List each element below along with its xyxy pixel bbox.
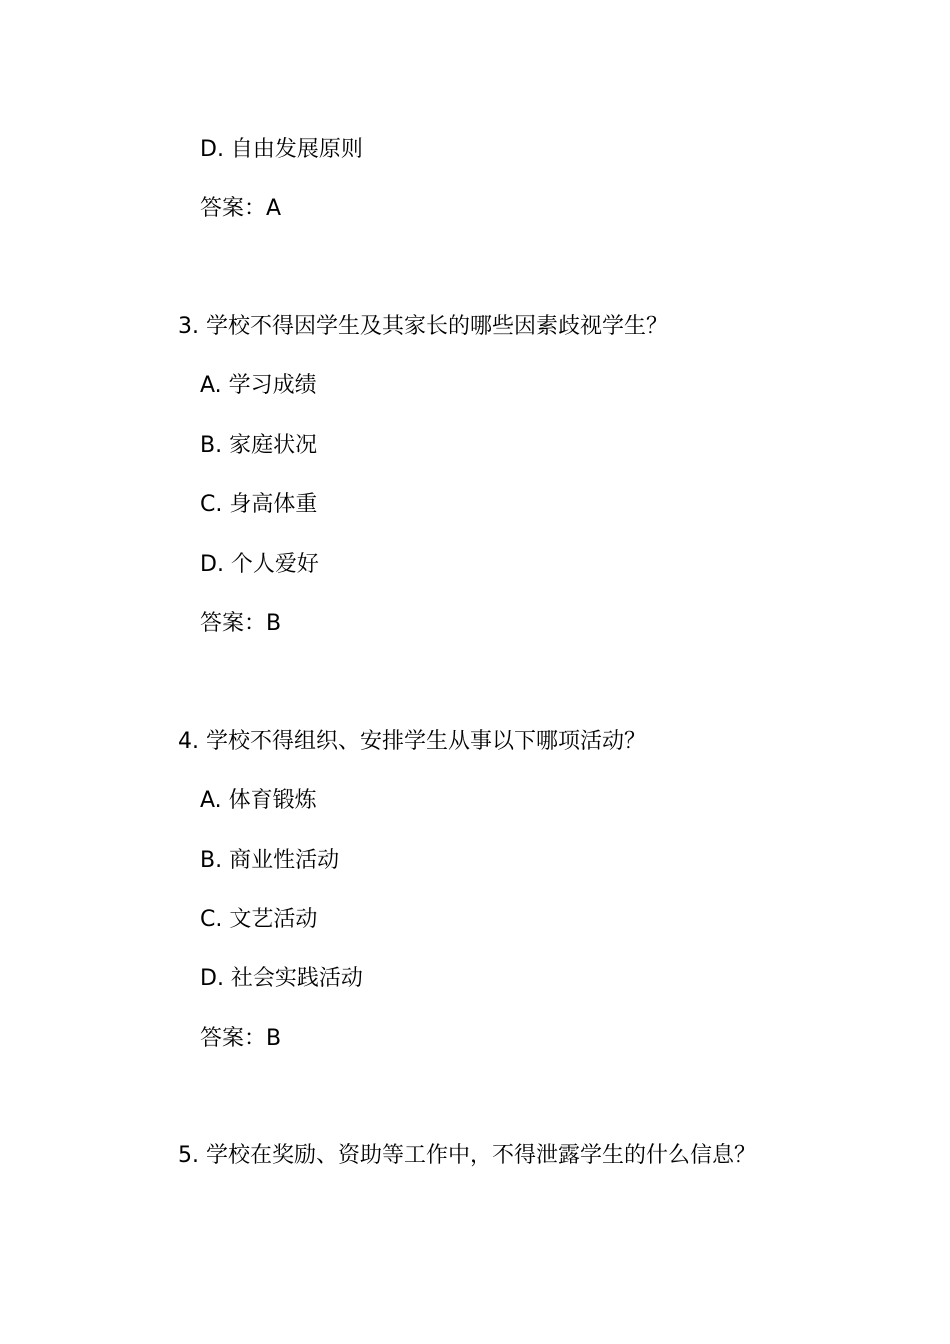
option-a-q3: A. 学习成绩 xyxy=(200,373,317,398)
question-4: 4. 学校不得组织、安排学生从事以下哪项活动？ xyxy=(178,729,646,754)
option-a-q4: A. 体育锻炼 xyxy=(200,788,317,813)
answer-q2: 答案：A xyxy=(200,196,282,221)
option-d-q2: D. 自由发展原则 xyxy=(200,137,363,162)
option-d-q4: D. 社会实践活动 xyxy=(200,966,363,991)
option-c-q3: C. 身高体重 xyxy=(200,492,318,517)
option-b-q3: B. 家庭状况 xyxy=(200,433,318,458)
answer-q3: 答案：B xyxy=(200,611,282,636)
question-5: 5. 学校在奖励、资助等工作中，不得泄露学生的什么信息？ xyxy=(178,1143,756,1168)
option-d-q3: D. 个人爱好 xyxy=(200,552,319,577)
question-3: 3. 学校不得因学生及其家长的哪些因素歧视学生？ xyxy=(178,314,668,339)
answer-q4: 答案：B xyxy=(200,1026,282,1051)
option-b-q4: B. 商业性活动 xyxy=(200,848,340,873)
option-c-q4: C. 文艺活动 xyxy=(200,907,318,932)
